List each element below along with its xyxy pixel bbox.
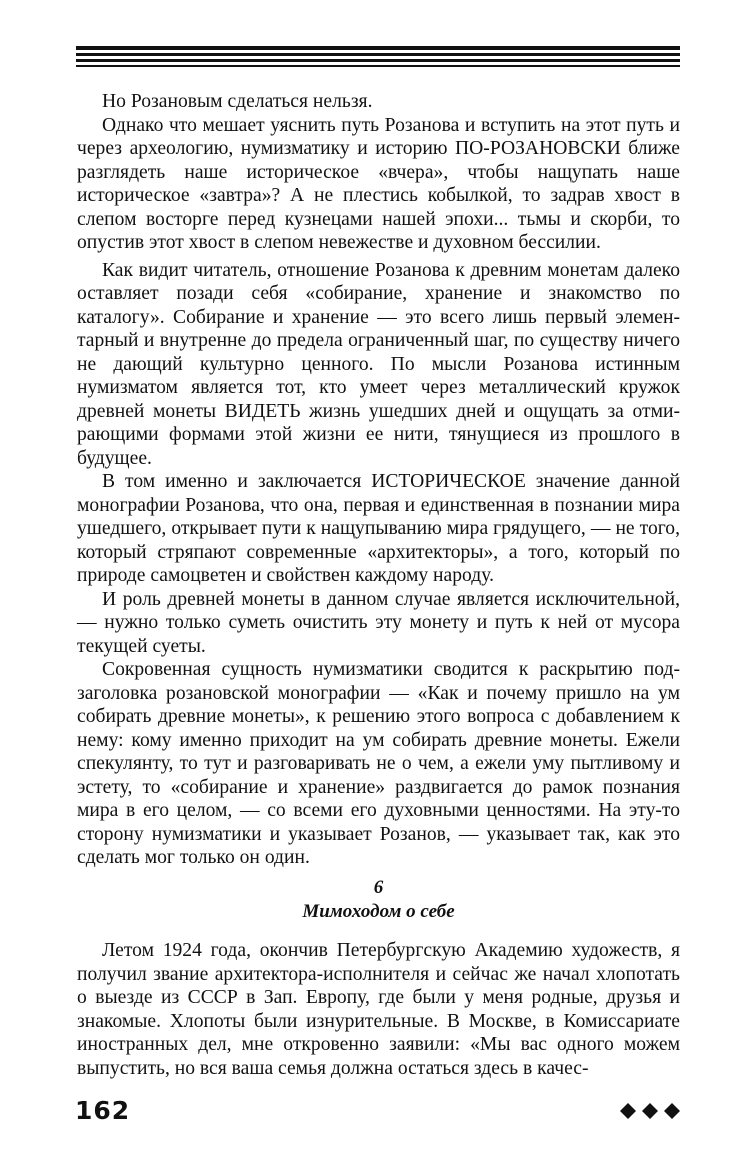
paragraph: И роль древней монеты в данном случае является исключительной, — нужно только суметь очистить эту монету и путь к ней от мусора текущей суеты. xyxy=(77,588,680,657)
body-text xyxy=(77,90,680,870)
paragraph: Однако что мешает уяснить путь Розанова и вступить на этот путь и через археологию, нумизматику и историю ПО-РОЗАНОВСКИ ближе разглядеть наше историческое «вчера», чтобы нащупать наше историческое «завтра»? А не плестись кобылкой, то задрав хвост в слепом восторге перед кузнецами нашей эпохи... тьмы и скорби, то опустив этот хвост в слепом невежестве и духовном бессилии. xyxy=(77,114,680,253)
page-number: 162 xyxy=(75,1096,131,1125)
paragraph: Летом 1924 года, окончив Петербургскую Академию художеств, я получил звание архитектора-исполнителя и сейчас же начал хлопотать о выезде из СССР в Зап. Европу, где были у меня родные, друзья и знакомые. Хлопоты были изнурительные. В Москве, в Комиссариате иностранных дел, мне откровенно заявили: «Мы вас одного можем выпустить, но вся ваша семья должна остаться здесь в качес- xyxy=(77,940,680,1079)
paragraph: Сокровенная сущность нумизматики сводится к раскрытию подзаголовка розановской монографии — «Как и почему пришло на ум собирать древние монеты», к решению этого вопроса с добавлением к нему: кому именно приходит на ум собирать древние монеты. Ежели спекулянту, то тут и разговаривать не о чем, а ежели уму пытливому и эстету, то «собирание и хранение» раздвигается до рамок познания мира в его целом, — со всеми его духовными ценностями. На эту-то сторону нумизматики и указывает Розанов, — указывает так, как это сделать мог только он один. xyxy=(77,659,680,868)
three-diamonds-icon xyxy=(620,1103,680,1119)
paragraph: Но Розановым сделаться нельзя. xyxy=(102,91,373,112)
section-body-text xyxy=(77,939,680,1080)
paragraph: Как видит читатель, отношение Розанова к древним монетам далеко оставляет позади себя «собирание, хранение и знакомство по каталогу». Собирание и хранение — это всего лишь первый элементарный и внутренне до предела ограниченный шаг, по существу ничего не дающий культурно ценного. По мысли Розанова истинным нумизматом является тот, кто умеет через металлический кружок древней монеты ВИДЕТЬ жизнь ушедших дней и ощущать за отмирающими формами этой жизни ее нити, тянущиеся из прошлого в будущее. xyxy=(77,259,680,469)
section-title: Мимоходом о себе xyxy=(302,901,455,922)
header-rule xyxy=(76,46,680,68)
paragraph: В том именно и заключается ИСТОРИЧЕСКОЕ значение данной монографии Розанова, что она, первая и единственная в познании мира ушедшего, открывает пути к нащупыванию мира грядущего, — не того, который стряпают современные «архитекторы», а того, который по природе самоцветен и свойствен каждому народу. xyxy=(77,471,680,586)
section-number: 6 xyxy=(373,877,384,898)
